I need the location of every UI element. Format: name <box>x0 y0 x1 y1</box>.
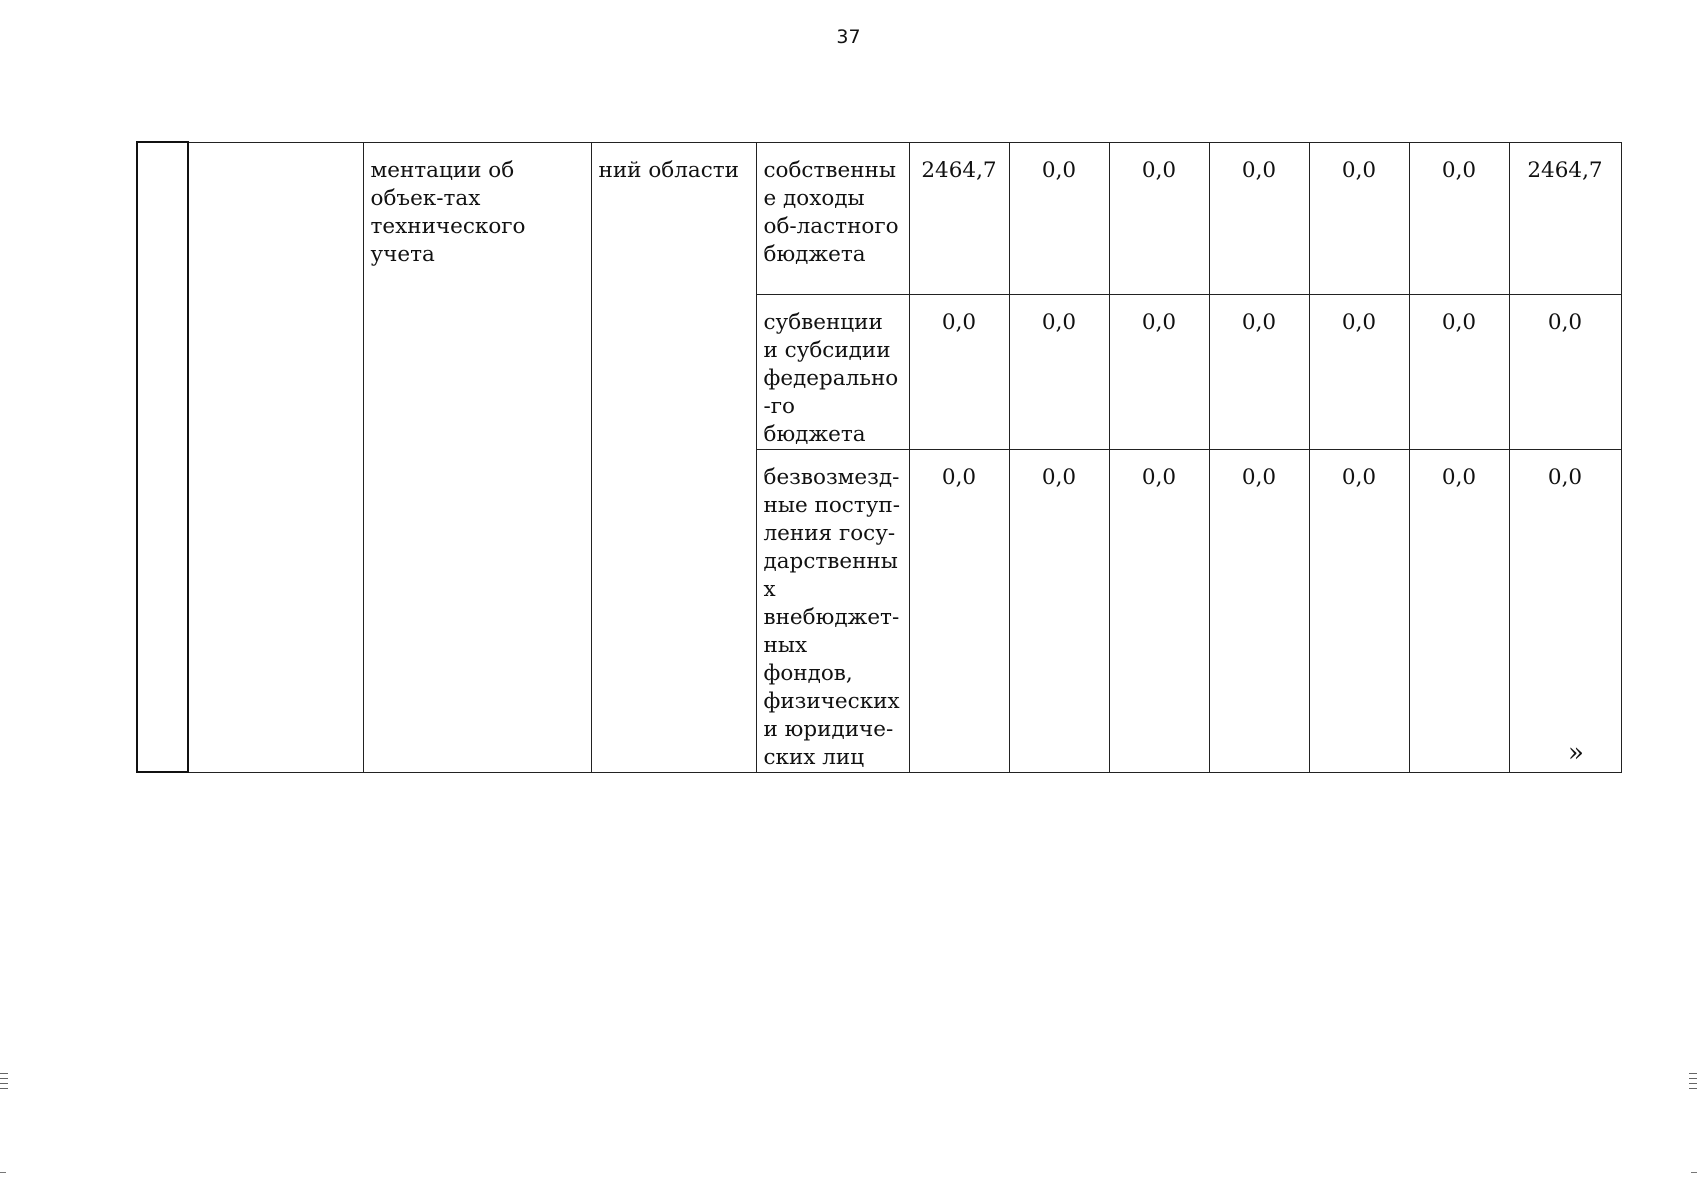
page-number: 37 <box>836 26 861 48</box>
value-cell: 0,0 <box>1009 449 1109 772</box>
value-cell: 0,0 <box>1109 449 1209 772</box>
index-cell <box>137 142 188 772</box>
value-cell: 0,0 <box>1009 142 1109 294</box>
funding-source-cell: собственные доходы об-ластного бюджета <box>756 142 909 294</box>
value-cell: 0,0 <box>909 449 1009 772</box>
budget-table <box>136 141 1622 773</box>
value-cell: 0,0 <box>909 294 1009 449</box>
value-cell: 2464,7 <box>909 142 1009 294</box>
closing-quote: » <box>1568 738 1584 768</box>
table-row <box>137 142 1621 294</box>
value-cell: 0,0 <box>1309 449 1409 772</box>
value-cell: 0,0 <box>1209 142 1309 294</box>
value-cell: 0,0 <box>1109 142 1209 294</box>
scan-edge-mark <box>1689 1073 1697 1095</box>
funding-source-cell: безвозмезд-ные поступ-ления госу-дарственных внебюджет-ных фондов, физических и юридиче-ских лиц <box>756 449 909 772</box>
value-cell: 0,0 <box>1309 294 1409 449</box>
name-cell <box>188 142 363 772</box>
scan-edge-dash <box>0 1172 6 1173</box>
executor-cell: ний области <box>591 142 756 772</box>
value-cell: 0,0 <box>1209 449 1309 772</box>
value-cell: 0,0 <box>1409 294 1509 449</box>
value-cell: 0,0 <box>1209 294 1309 449</box>
value-cell: 0,0 <box>1109 294 1209 449</box>
funding-source-cell: субвенции и субсидии федерально-го бюджета <box>756 294 909 449</box>
value-cell: 0,0 <box>1309 142 1409 294</box>
value-cell: 0,0 <box>1009 294 1109 449</box>
total-cell: 0,0 <box>1509 294 1621 449</box>
value-cell: 0,0 <box>1409 142 1509 294</box>
total-cell: 0,0 <box>1509 449 1621 772</box>
scan-edge-mark <box>0 1073 8 1095</box>
program-cell: ментации об объек-тах технического учета <box>363 142 591 772</box>
total-cell: 2464,7 <box>1509 142 1621 294</box>
scan-edge-dash <box>1691 1172 1697 1173</box>
value-cell: 0,0 <box>1409 449 1509 772</box>
